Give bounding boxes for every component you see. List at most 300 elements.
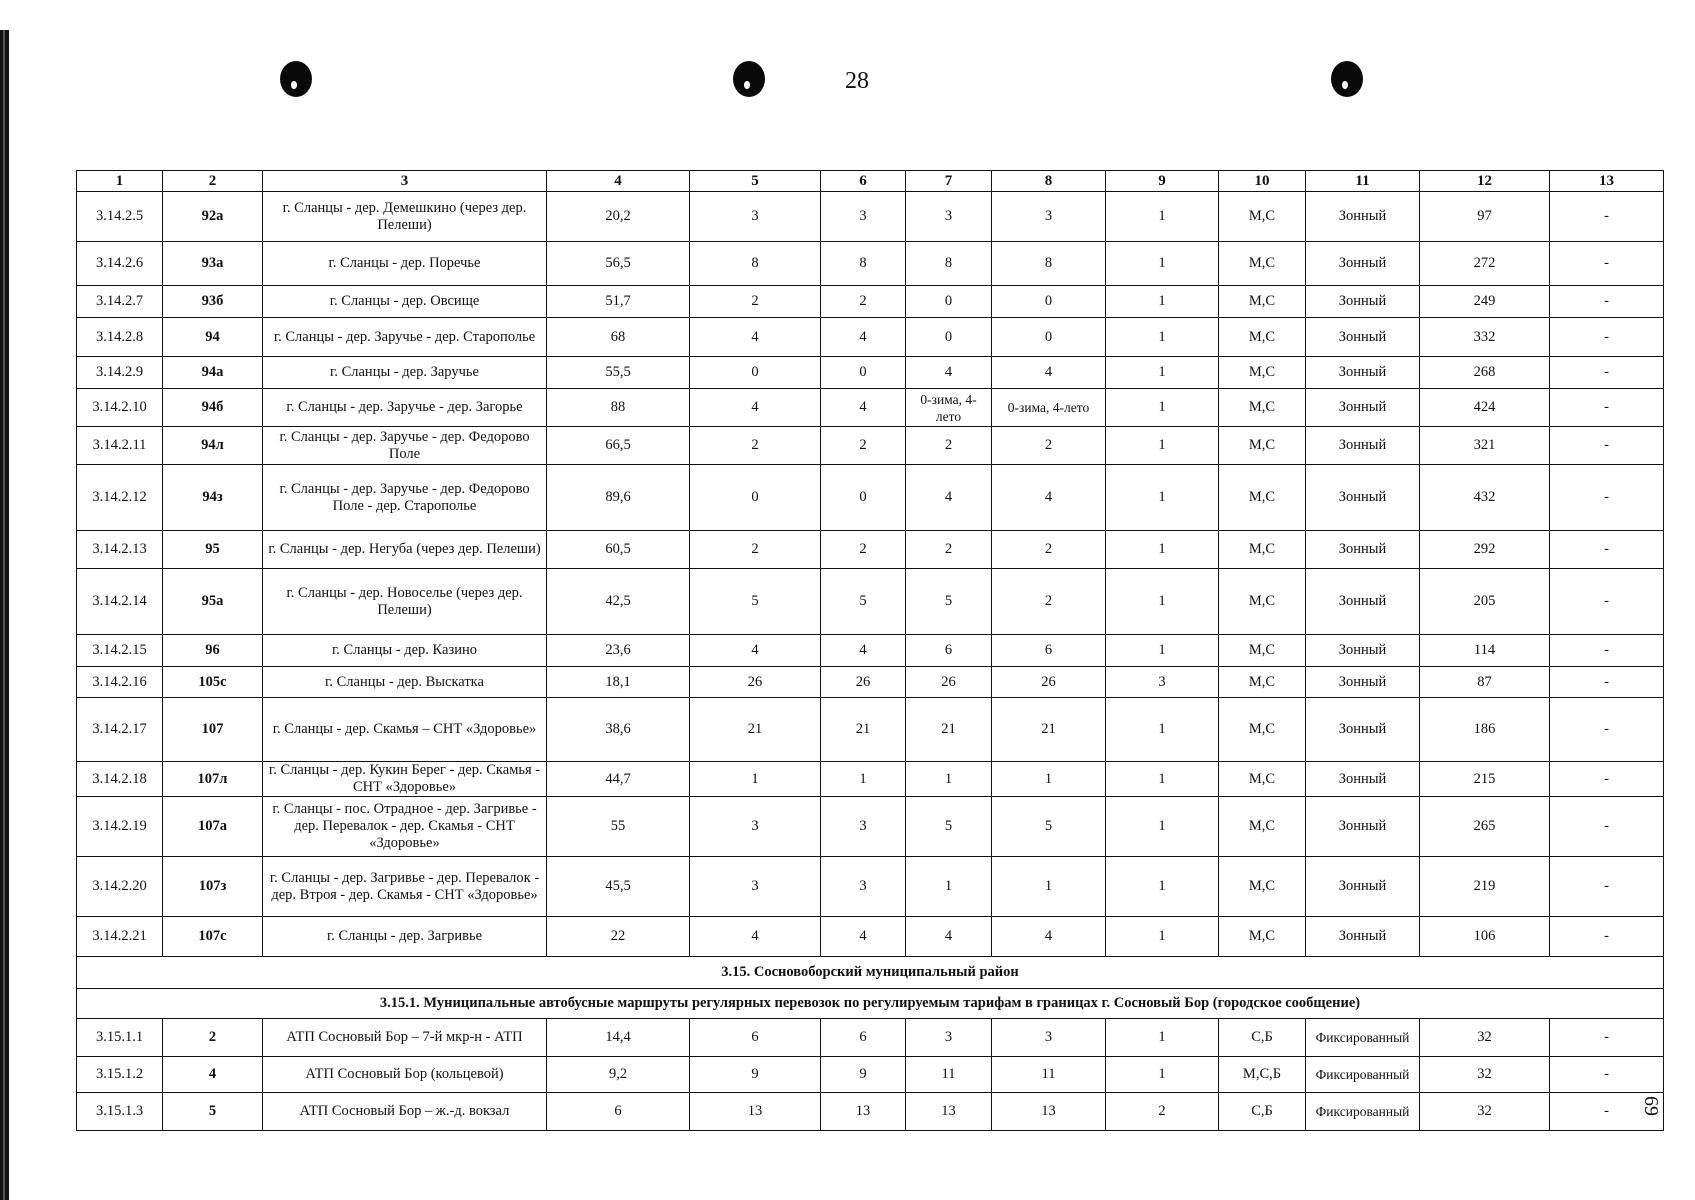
table-cell: 94 — [163, 318, 263, 357]
table-cell: М,С — [1219, 698, 1306, 762]
table-row — [77, 667, 1664, 698]
table-row — [77, 389, 1664, 427]
table-cell: г. Сланцы - дер. Новоселье (через дер. Пелеши) — [263, 569, 547, 635]
table-cell: 3.14.2.10 — [77, 389, 163, 427]
table-cell: Зонный — [1306, 242, 1420, 286]
table-row — [77, 698, 1664, 762]
punch-hole-center — [733, 61, 765, 97]
table-cell: Зонный — [1306, 465, 1420, 531]
table-cell: 3.14.2.7 — [77, 286, 163, 318]
table-cell: 3.14.2.12 — [77, 465, 163, 531]
table-cell: 1 — [1106, 242, 1219, 286]
column-header: 1 — [77, 171, 163, 192]
table-cell: 4 — [992, 917, 1106, 957]
table-cell: 4 — [906, 465, 992, 531]
table-cell: 432 — [1420, 465, 1550, 531]
table-row — [77, 762, 1664, 797]
table-cell: М,С — [1219, 531, 1306, 569]
table-cell: - — [1550, 465, 1664, 531]
table-cell: 4 — [163, 1057, 263, 1093]
table-cell: 89,6 — [547, 465, 690, 531]
table-cell: 92а — [163, 192, 263, 242]
table-cell: 2 — [906, 427, 992, 465]
table-cell: Зонный — [1306, 917, 1420, 957]
table-cell: 1 — [906, 762, 992, 797]
table-cell: 22 — [547, 917, 690, 957]
table-cell: М,С — [1219, 286, 1306, 318]
table-cell: - — [1550, 357, 1664, 389]
table-cell: 4 — [992, 465, 1106, 531]
table-cell: 4 — [690, 389, 821, 427]
table-cell: 292 — [1420, 531, 1550, 569]
table-cell: 3.15.1.1 — [77, 1019, 163, 1057]
table-cell: 1 — [1106, 192, 1219, 242]
table-cell: 26 — [906, 667, 992, 698]
table-cell: 321 — [1420, 427, 1550, 465]
table-cell: - — [1550, 1057, 1664, 1093]
table-cell: 45,5 — [547, 857, 690, 917]
table-cell: 0 — [992, 286, 1106, 318]
table-cell: 13 — [992, 1093, 1106, 1131]
table-cell: М,С — [1219, 357, 1306, 389]
column-header: 13 — [1550, 171, 1664, 192]
table-cell: 1 — [1106, 531, 1219, 569]
table-cell: 1 — [1106, 762, 1219, 797]
table-cell: Зонный — [1306, 427, 1420, 465]
table-cell: 87 — [1420, 667, 1550, 698]
table-cell: - — [1550, 667, 1664, 698]
table-cell: г. Сланцы - дер. Скамья – СНТ «Здоровье» — [263, 698, 547, 762]
table-cell: 1 — [1106, 635, 1219, 667]
table-cell: 2 — [906, 531, 992, 569]
table-cell: АТП Сосновый Бор (кольцевой) — [263, 1057, 547, 1093]
table-cell: 94б — [163, 389, 263, 427]
table-cell: 14,4 — [547, 1019, 690, 1057]
table-cell: г. Сланцы - дер. Заручье — [263, 357, 547, 389]
punch-hole-right — [1331, 61, 1363, 97]
table-cell: 4 — [690, 635, 821, 667]
table-cell: г. Сланцы - дер. Демешкино (через дер. Пелеши) — [263, 192, 547, 242]
table-cell: 1 — [1106, 389, 1219, 427]
table-cell: 2 — [992, 531, 1106, 569]
table-row — [77, 1019, 1664, 1057]
punch-hole-left — [280, 61, 312, 97]
table-cell: 3.14.2.15 — [77, 635, 163, 667]
column-header: 12 — [1420, 171, 1550, 192]
table-cell: 3.14.2.17 — [77, 698, 163, 762]
table-cell: М,С — [1219, 318, 1306, 357]
table-cell: 5 — [992, 797, 1106, 857]
table-cell: - — [1550, 318, 1664, 357]
table-cell: 205 — [1420, 569, 1550, 635]
table-cell: 9 — [690, 1057, 821, 1093]
table-cell: 8 — [906, 242, 992, 286]
table-cell: - — [1550, 857, 1664, 917]
table-cell: 107л — [163, 762, 263, 797]
table-cell: 1 — [1106, 857, 1219, 917]
table-cell: 0 — [906, 318, 992, 357]
table-cell: 215 — [1420, 762, 1550, 797]
table-cell: 3 — [690, 797, 821, 857]
table-cell: М,С — [1219, 797, 1306, 857]
table-cell: 2 — [1106, 1093, 1219, 1131]
table-cell: 3 — [1106, 667, 1219, 698]
table-cell: 9,2 — [547, 1057, 690, 1093]
column-header-row — [77, 171, 1664, 192]
table-cell: 88 — [547, 389, 690, 427]
table-cell: г. Сланцы - дер. Выскатка — [263, 667, 547, 698]
table-cell: 2 — [821, 286, 906, 318]
table-cell: г. Сланцы - дер. Заручье - дер. Федорово Поле - дер. Старополье — [263, 465, 547, 531]
table-cell: М,С — [1219, 192, 1306, 242]
table-cell: М,С — [1219, 635, 1306, 667]
table-cell: 1 — [1106, 569, 1219, 635]
table-cell: Зонный — [1306, 318, 1420, 357]
table-cell: 2 — [992, 569, 1106, 635]
table-cell: - — [1550, 917, 1664, 957]
table-cell: 2 — [992, 427, 1106, 465]
table-cell: 23,6 — [547, 635, 690, 667]
table-cell: 13 — [690, 1093, 821, 1131]
table-cell: 6 — [690, 1019, 821, 1057]
table-cell: 106 — [1420, 917, 1550, 957]
subsection-row — [77, 989, 1664, 1019]
table-cell: 1 — [1106, 465, 1219, 531]
table-cell: 6 — [992, 635, 1106, 667]
table-cell: Зонный — [1306, 857, 1420, 917]
table-cell: - — [1550, 797, 1664, 857]
table-cell: 13 — [821, 1093, 906, 1131]
table-row — [77, 192, 1664, 242]
table-cell: 1 — [821, 762, 906, 797]
table-cell: М,С — [1219, 857, 1306, 917]
table-cell: 2 — [163, 1019, 263, 1057]
table-cell: 332 — [1420, 318, 1550, 357]
table-cell: 107с — [163, 917, 263, 957]
table-cell: 26 — [992, 667, 1106, 698]
table-cell: 94з — [163, 465, 263, 531]
table-cell: 0 — [821, 357, 906, 389]
table-cell: 3 — [690, 192, 821, 242]
column-header: 8 — [992, 171, 1106, 192]
table-cell: 1 — [992, 857, 1106, 917]
table-cell: 11 — [992, 1057, 1106, 1093]
table-row — [77, 318, 1664, 357]
table-row — [77, 427, 1664, 465]
table-cell: 1 — [1106, 286, 1219, 318]
table-cell: 26 — [690, 667, 821, 698]
table-cell: - — [1550, 427, 1664, 465]
table-cell: Зонный — [1306, 635, 1420, 667]
table-cell: 5 — [163, 1093, 263, 1131]
column-header: 11 — [1306, 171, 1420, 192]
table-cell: 32 — [1420, 1093, 1550, 1131]
table-cell: М,С — [1219, 427, 1306, 465]
table-cell: 4 — [690, 318, 821, 357]
table-cell: 66,5 — [547, 427, 690, 465]
table-row — [77, 857, 1664, 917]
table-cell: 21 — [992, 698, 1106, 762]
margin-handwritten-number: 69 — [1640, 1096, 1662, 1116]
table-cell: 44,7 — [547, 762, 690, 797]
table-cell: Зонный — [1306, 286, 1420, 318]
table-cell: 97 — [1420, 192, 1550, 242]
table-cell: 5 — [906, 797, 992, 857]
table-row — [77, 635, 1664, 667]
table-cell: 21 — [906, 698, 992, 762]
table-cell: Зонный — [1306, 531, 1420, 569]
table-cell: Зонный — [1306, 192, 1420, 242]
table-cell: 272 — [1420, 242, 1550, 286]
table-cell: 3.14.2.11 — [77, 427, 163, 465]
table-cell: Зонный — [1306, 797, 1420, 857]
table-cell: 2 — [690, 286, 821, 318]
table-cell: 32 — [1420, 1019, 1550, 1057]
table-cell: г. Сланцы - дер. Заручье - дер. Федорово Поле — [263, 427, 547, 465]
table-cell: С,Б — [1219, 1019, 1306, 1057]
table-cell: г. Сланцы - дер. Казино — [263, 635, 547, 667]
table-cell: 9 — [821, 1057, 906, 1093]
table-cell: 4 — [821, 318, 906, 357]
table-cell: 38,6 — [547, 698, 690, 762]
table-cell: АТП Сосновый Бор – ж.-д. вокзал — [263, 1093, 547, 1131]
table-cell: М,С — [1219, 667, 1306, 698]
table-cell: 3.14.2.5 — [77, 192, 163, 242]
table-cell: 4 — [906, 357, 992, 389]
table-cell: 4 — [821, 635, 906, 667]
table-cell: М,С — [1219, 569, 1306, 635]
table-cell: 2 — [690, 531, 821, 569]
table-cell: 93а — [163, 242, 263, 286]
table-cell: 1 — [1106, 357, 1219, 389]
table-cell: 5 — [690, 569, 821, 635]
binding-edge — [0, 30, 9, 1200]
table-cell: 0 — [992, 318, 1106, 357]
table-cell: 3 — [906, 1019, 992, 1057]
table-cell: 3.14.2.16 — [77, 667, 163, 698]
table-cell: 1 — [690, 762, 821, 797]
table-cell: 1 — [1106, 797, 1219, 857]
table-cell: 1 — [1106, 1057, 1219, 1093]
table-cell: 18,1 — [547, 667, 690, 698]
table-cell: 1 — [1106, 318, 1219, 357]
table-cell: г. Сланцы - пос. Отрадное - дер. Загривье - дер. Перевалок - дер. Скамья - СНТ «Здоровье» — [263, 797, 547, 857]
table-cell: 21 — [821, 698, 906, 762]
table-cell: - — [1550, 192, 1664, 242]
column-header: 5 — [690, 171, 821, 192]
column-header: 9 — [1106, 171, 1219, 192]
table-cell: 6 — [821, 1019, 906, 1057]
table-cell: 5 — [821, 569, 906, 635]
table-cell: 3.14.2.6 — [77, 242, 163, 286]
table-cell: 94л — [163, 427, 263, 465]
table-cell: 3 — [821, 797, 906, 857]
table-cell: г. Сланцы - дер. Заручье - дер. Загорье — [263, 389, 547, 427]
table-cell: 3.14.2.9 — [77, 357, 163, 389]
table-cell: АТП Сосновый Бор – 7-й мкр-н - АТП — [263, 1019, 547, 1057]
table-cell: 0 — [690, 357, 821, 389]
table-cell: 6 — [906, 635, 992, 667]
table-cell: 0 — [906, 286, 992, 318]
table-cell: 20,2 — [547, 192, 690, 242]
table-cell: 268 — [1420, 357, 1550, 389]
table-cell: - — [1550, 698, 1664, 762]
table-cell: 3 — [821, 857, 906, 917]
table-cell: 4 — [906, 917, 992, 957]
table-row — [77, 531, 1664, 569]
table-cell: 0-зима, 4-лето — [992, 389, 1106, 427]
column-header: 10 — [1219, 171, 1306, 192]
table-cell: 96 — [163, 635, 263, 667]
table-row — [77, 357, 1664, 389]
table-cell: г. Сланцы - дер. Негуба (через дер. Пелеши) — [263, 531, 547, 569]
table-cell: - — [1550, 286, 1664, 318]
table-row — [77, 1093, 1664, 1131]
table-cell: 114 — [1420, 635, 1550, 667]
table-cell: 265 — [1420, 797, 1550, 857]
table-cell: 424 — [1420, 389, 1550, 427]
table-cell: - — [1550, 1019, 1664, 1057]
table-row — [77, 917, 1664, 957]
table-cell: 1 — [1106, 427, 1219, 465]
table-cell: 42,5 — [547, 569, 690, 635]
column-header: 7 — [906, 171, 992, 192]
table-cell: 2 — [821, 427, 906, 465]
table-cell: 3.14.2.18 — [77, 762, 163, 797]
table-cell: 186 — [1420, 698, 1550, 762]
table-cell: Фиксированный — [1306, 1093, 1420, 1131]
table-cell: г. Сланцы - дер. Заручье - дер. Старополье — [263, 318, 547, 357]
table-cell: 3.14.2.19 — [77, 797, 163, 857]
table-cell: 3 — [992, 1019, 1106, 1057]
table-cell: 3 — [906, 192, 992, 242]
table-cell: 1 — [992, 762, 1106, 797]
table-cell: г. Сланцы - дер. Кукин Берег - дер. Скамья - СНТ «Здоровье» — [263, 762, 547, 797]
table-row — [77, 569, 1664, 635]
table-cell: 1 — [1106, 1019, 1219, 1057]
table-cell: г. Сланцы - дер. Овсище — [263, 286, 547, 318]
table-cell: С,Б — [1219, 1093, 1306, 1131]
table-cell: 8 — [992, 242, 1106, 286]
table-cell: М,С — [1219, 465, 1306, 531]
table-cell: Зонный — [1306, 762, 1420, 797]
table-cell: 107 — [163, 698, 263, 762]
table-cell: 8 — [690, 242, 821, 286]
table-cell: Зонный — [1306, 569, 1420, 635]
table-cell: 219 — [1420, 857, 1550, 917]
table-cell: Фиксированный — [1306, 1057, 1420, 1093]
table-cell: 11 — [906, 1057, 992, 1093]
table-cell: 105с — [163, 667, 263, 698]
table-cell: 1 — [1106, 917, 1219, 957]
page-number: 28 — [845, 68, 869, 94]
table-cell: 26 — [821, 667, 906, 698]
table-cell: 93б — [163, 286, 263, 318]
table-cell: 4 — [690, 917, 821, 957]
table-cell: 95 — [163, 531, 263, 569]
table-cell: 1 — [1106, 698, 1219, 762]
table-cell: 5 — [906, 569, 992, 635]
table-cell: Зонный — [1306, 698, 1420, 762]
table-cell: 2 — [690, 427, 821, 465]
table-cell: 3 — [821, 192, 906, 242]
routes-table — [76, 170, 1664, 1131]
table-cell: М,С — [1219, 389, 1306, 427]
table-cell: - — [1550, 635, 1664, 667]
column-header: 2 — [163, 171, 263, 192]
table-cell: - — [1550, 242, 1664, 286]
table-cell: 55 — [547, 797, 690, 857]
table-cell: 3.14.2.13 — [77, 531, 163, 569]
table-cell: - — [1550, 531, 1664, 569]
table-cell: М,С — [1219, 242, 1306, 286]
table-cell: 6 — [547, 1093, 690, 1131]
section-row — [77, 957, 1664, 989]
table-cell: - — [1550, 569, 1664, 635]
table-cell: Зонный — [1306, 357, 1420, 389]
table-cell: 2 — [821, 531, 906, 569]
table-cell: 8 — [821, 242, 906, 286]
table-cell: 21 — [690, 698, 821, 762]
table-row — [77, 1057, 1664, 1093]
table-cell: 107з — [163, 857, 263, 917]
table-cell: 0 — [690, 465, 821, 531]
table-cell: 94а — [163, 357, 263, 389]
column-header: 3 — [263, 171, 547, 192]
table-cell: Фиксированный — [1306, 1019, 1420, 1057]
table-cell: 4 — [821, 389, 906, 427]
table-cell: Зонный — [1306, 389, 1420, 427]
table-cell: 3.15.1.3 — [77, 1093, 163, 1131]
table-cell: 3.15.1.2 — [77, 1057, 163, 1093]
table-cell: г. Сланцы - дер. Загривье — [263, 917, 547, 957]
table-cell: 60,5 — [547, 531, 690, 569]
table-cell: - — [1550, 762, 1664, 797]
table-row — [77, 242, 1664, 286]
table-cell: г. Сланцы - дер. Поречье — [263, 242, 547, 286]
table-cell: 3.14.2.8 — [77, 318, 163, 357]
table-row — [77, 465, 1664, 531]
table-cell: 3.14.2.21 — [77, 917, 163, 957]
table-cell: 249 — [1420, 286, 1550, 318]
table-row — [77, 286, 1664, 318]
table-cell: М,С — [1219, 917, 1306, 957]
table-cell: 32 — [1420, 1057, 1550, 1093]
table-cell: 13 — [906, 1093, 992, 1131]
table-row — [77, 797, 1664, 857]
table-cell: 3 — [992, 192, 1106, 242]
table-cell: 4 — [821, 917, 906, 957]
table-cell: 107а — [163, 797, 263, 857]
table-cell: 0 — [821, 465, 906, 531]
table-cell: М,С — [1219, 762, 1306, 797]
table-cell: 3 — [690, 857, 821, 917]
table-cell: - — [1550, 389, 1664, 427]
table-cell: М,С,Б — [1219, 1057, 1306, 1093]
table-cell: 51,7 — [547, 286, 690, 318]
table-cell: Зонный — [1306, 667, 1420, 698]
table-cell: 68 — [547, 318, 690, 357]
table-cell: 0-зима, 4-лето — [906, 389, 992, 427]
table-cell: 95а — [163, 569, 263, 635]
table-cell: 3.14.2.14 — [77, 569, 163, 635]
subsection-title: 3.15.1. Муниципальные автобусные маршруты регулярных перевозок по регулируемым тарифам в границах г. Сосновый Бор (городское сообщение) — [77, 989, 1664, 1019]
table-cell: 1 — [906, 857, 992, 917]
table-cell: 3.14.2.20 — [77, 857, 163, 917]
table-cell: 4 — [992, 357, 1106, 389]
column-header: 4 — [547, 171, 690, 192]
table-cell: - — [1550, 1093, 1664, 1131]
